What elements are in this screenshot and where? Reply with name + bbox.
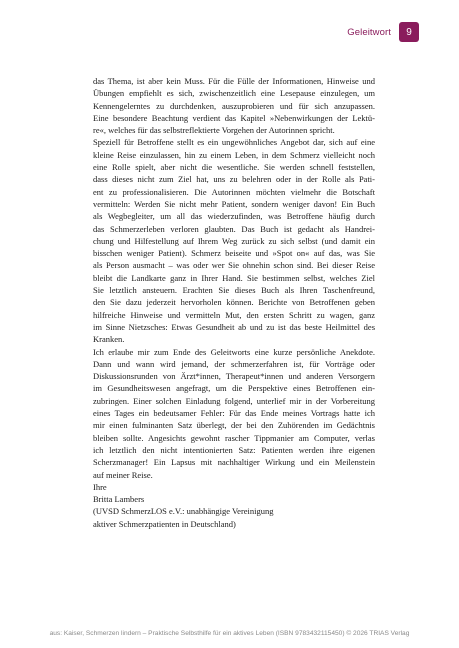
text-line: das Thema, ist aber kein Muss. Für die Fülle der Informationen, Hinweise und (93, 76, 375, 86)
text-line: Ich erlaube mir zum Ende des Geleitworts eine kurze persönliche Anekdote. (93, 346, 375, 357)
text-line: bisschen weniger Patient). Schmerz beiseite und »Spot on« auf das, was Sie (93, 248, 375, 259)
paragraph (93, 136, 375, 345)
text-line: Ihre (93, 481, 107, 492)
text-line: im Gesundheitswesen angefragt, um die Perspektive eines Betroffenen ein- (93, 383, 375, 394)
signature-block (93, 481, 375, 530)
text-line: bleiben sollte. Angesichts gewohnt rascher Tippmanier am Computer, verlas (93, 432, 375, 443)
text-line: aktiver Schmerzpatienten in Deutschland) (93, 518, 236, 529)
text-line: Eine besondere Beachtung verdient das Kapitel »Nebenwirkungen der Lektü- (93, 112, 375, 123)
text-line: im Sinne Nietzsches: Etwas Gesundheit ab und zu ist das beste Heilmittel des (93, 321, 375, 332)
text-line: dass dieses nicht zum Ziel hat, uns zu belehren oder in der Rolle als Pati- (93, 174, 375, 185)
text-line: ent zu professionalisieren. Die Autorinnen möchten vielmehr die Botschaft (93, 186, 375, 197)
text-line: hilfreiche Hinweise und vermitteln Mut, den ersten Schritt zu wagen, ganz (93, 309, 375, 320)
text-line: kleine Reise einzulassen, hin zu einem Leben, in dem Schmerz vielleicht noch (93, 149, 375, 160)
text-line: re«, welches für das selbstreflektierte Vorgehen der Autorinnen spricht. (93, 125, 335, 136)
text-line: bleibt die Landkarte ganz in Ihrer Hand. Sie bestimmen selbst, welches Ziel (93, 272, 375, 283)
paragraph (93, 346, 375, 481)
text-line: den Sie dazu jederzeit hervorholen können. Berichte von Betroffenen geben (93, 297, 375, 308)
text-line: Scherzmanager! Ein Lapsus mit nachhaltiger Wirkung und ein Meilenstein (93, 457, 375, 468)
paragraph (93, 75, 375, 136)
chapter-title: Geleitwort (347, 26, 391, 38)
text-line: Kranken. (93, 334, 125, 345)
page-number-badge: 9 (399, 22, 419, 42)
text-line: auf meiner Reise. (93, 469, 153, 480)
body-text (93, 75, 375, 530)
text-line: chung und Hilfestellung auf Ihrem Weg zurück zu sich selbst (und damit ein (93, 235, 375, 246)
text-line: Britta Lambers (93, 494, 145, 505)
text-line: mir einen fulminanten Satz überlegt, der bei den Zuhörenden im Gedächtnis (93, 420, 375, 431)
text-line: Kennengelerntes zu durchdenken, auszuprobieren und für sich anzupassen. (93, 100, 375, 111)
text-line: eine Rolle spielt, aber nicht die wesentliche. Sie werden schnell feststellen, (93, 162, 375, 173)
running-header (347, 22, 419, 42)
text-line: als Person ausmacht – was oder wer Sie ohnehin schon sind. Bei dieser Reise (93, 260, 375, 271)
text-line: Diskussionsrunden von Ärzt*innen, Therapeut*innen und anderen Versorgern (93, 371, 375, 382)
text-line: ich letztlich den nicht intentionierten Satz: Patienten werden ihre eigenen (93, 444, 375, 455)
text-line: (UVSD SchmerzLOS e.V.: unabhängige Vereinigung (93, 506, 274, 517)
text-line: vermitteln: Werden Sie nicht mehr Patient, sondern weniger davon! Ein Buch (93, 198, 375, 209)
text-line: zubringen. Einer solchen Einladung folgend, unterlief mir in der Vorbereitung (93, 395, 375, 406)
text-line: Übungen empfiehlt es sich, zwischenzeitlich eine Lesepause einzulegen, um (93, 88, 375, 99)
text-line: Dann und wann wird jemand, der schmerzerfahren ist, für Vorträge oder (93, 358, 375, 369)
text-line: Sie letztlich ansteuern. Erachten Sie dieses Buch als Ihren Taschenfreund, (93, 285, 375, 296)
copyright-footer: aus: Kaiser, Schmerzen lindern – Praktische Selbsthilfe für ein aktives Leben (ISBN 9783432115450) © 2026 TRIAS Verlag (49, 630, 410, 637)
text-line: Speziell für Betroffene stellt es ein ungewöhnliches Angebot dar, sich auf eine (93, 137, 375, 148)
text-line: eines Tages ein bedeutsamer Fehler: Für das Ende meines Vortrags hatte ich (93, 408, 375, 419)
text-line: als Wegbegleiter, um all das wiederzufinden, was Betroffene häufig durch (93, 211, 375, 222)
text-line: das Schmerzerleben verloren glaubten. Das Buch ist gedacht als Handrei- (93, 223, 375, 234)
